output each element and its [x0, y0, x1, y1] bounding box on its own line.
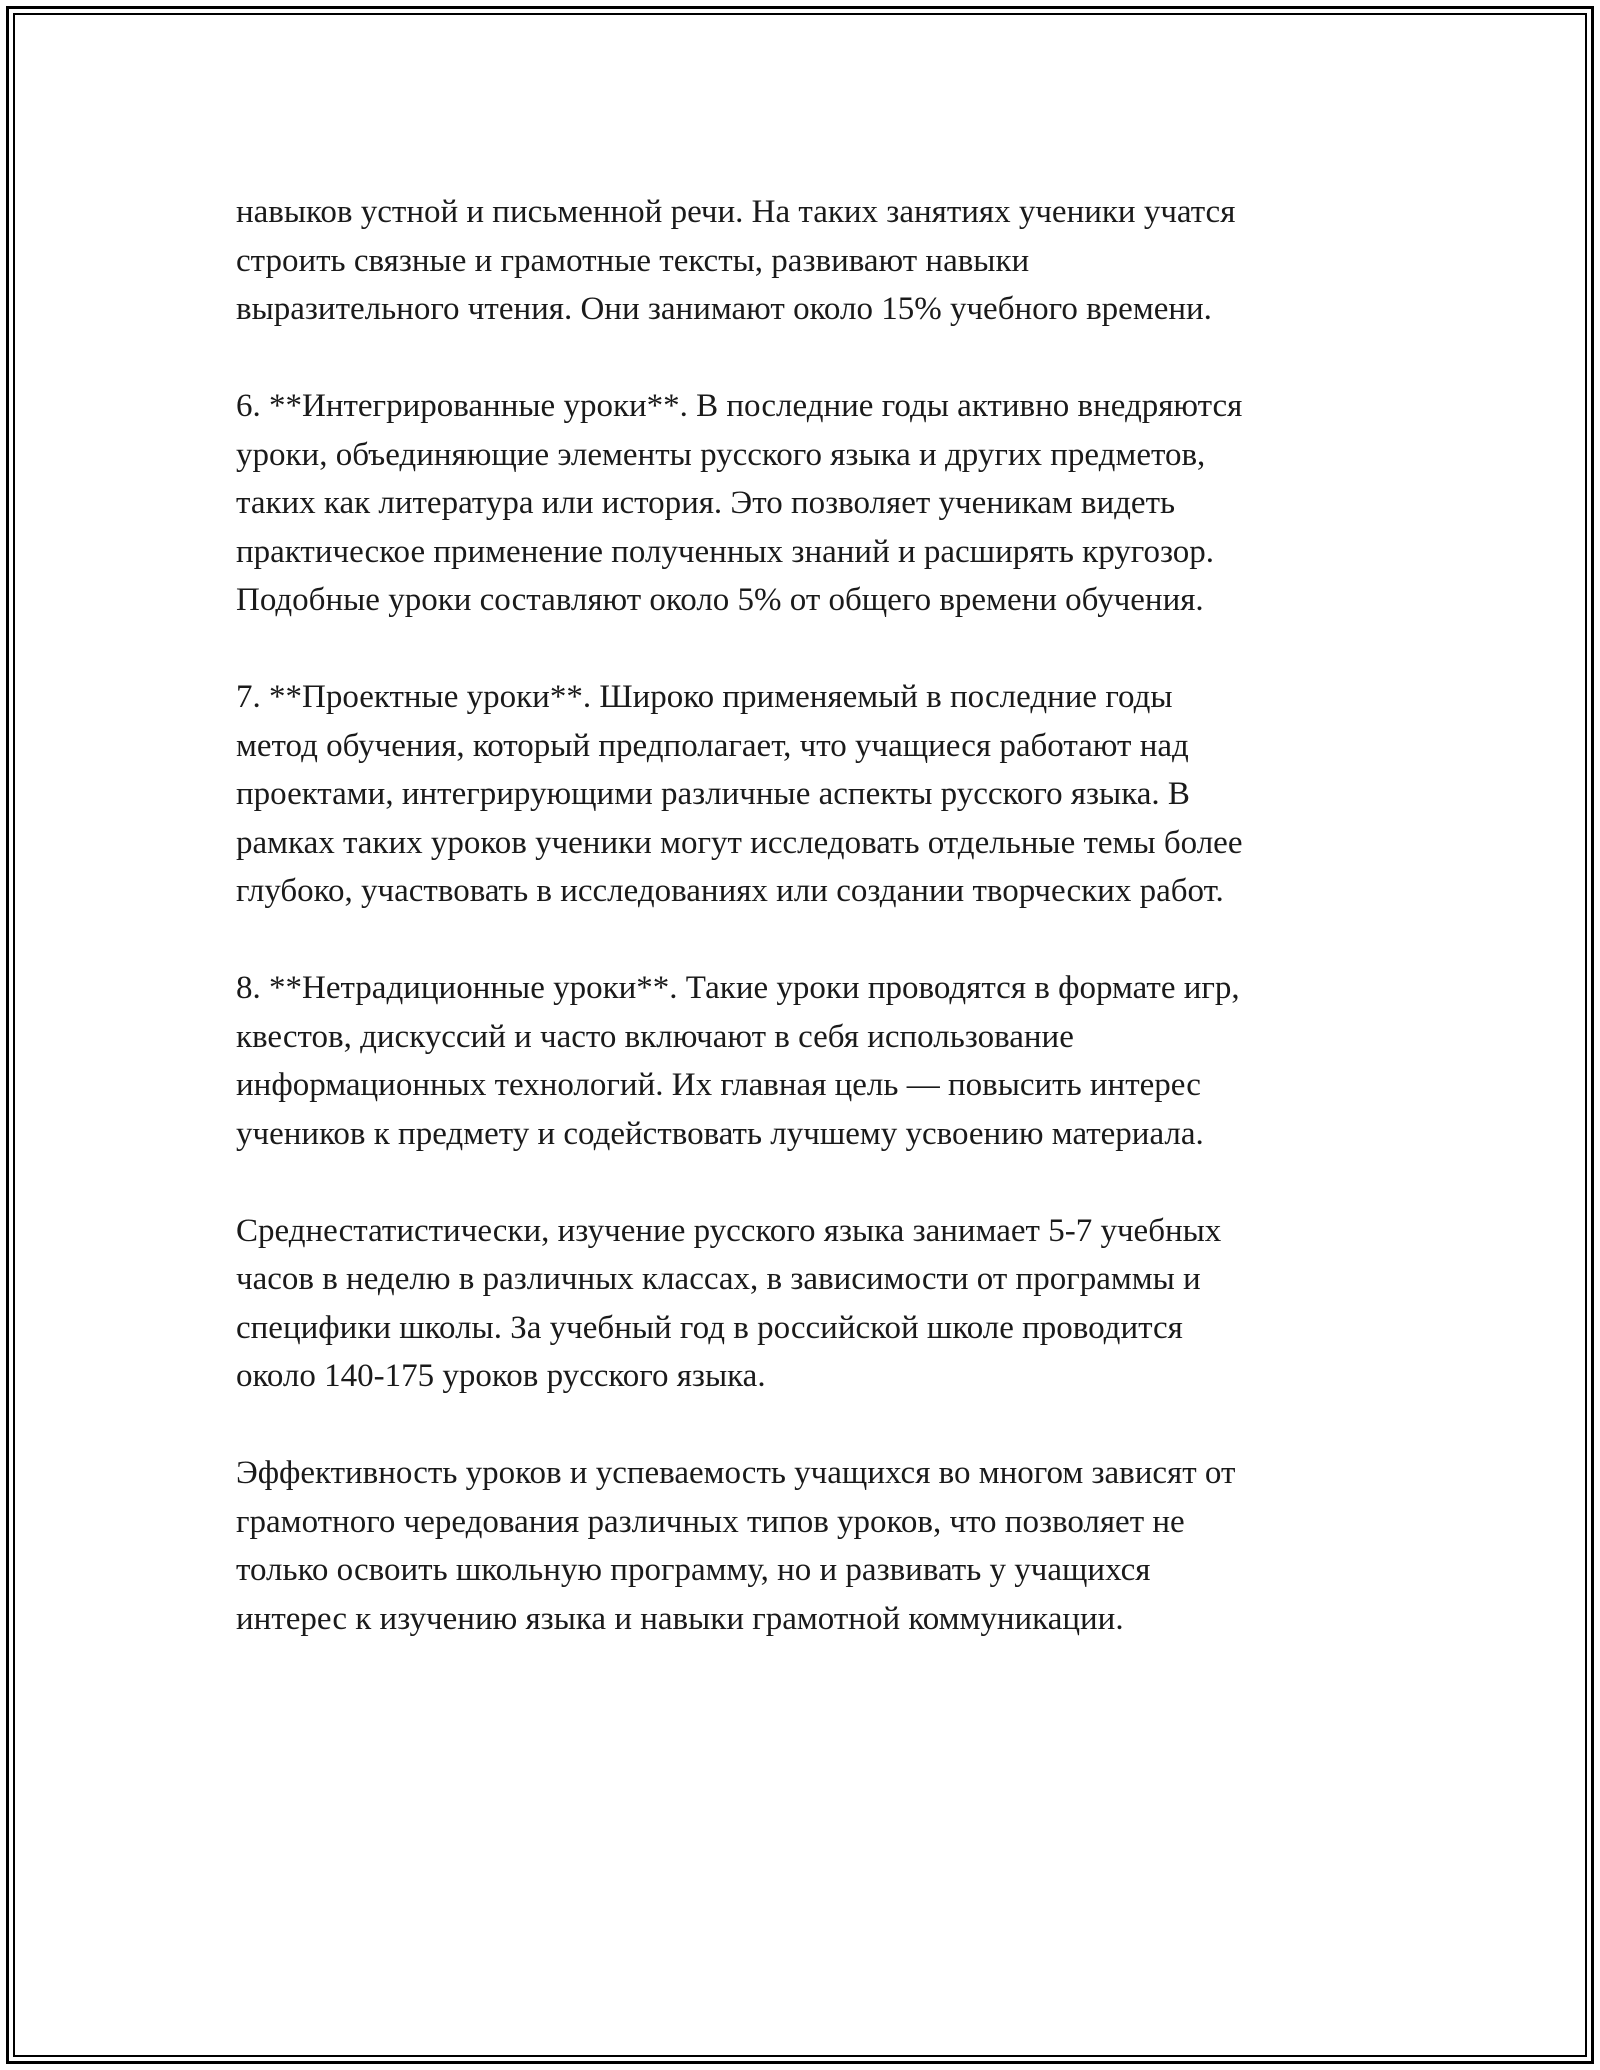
paragraph-statistics: Среднестатистически, изучение русского языка занимает 5-7 учебных часов в неделю в различных классах, в зависимости от программы и специфики школы. За учебный год в российской школе проводится около 140-175 уроков русского языка.	[236, 1212, 1222, 1394]
paragraph-nontraditional-lessons: 8. **Нетрадиционные уроки**. Такие уроки проводятся в формате игр, квестов, дискуссий и часто включают в себя использование информационных технологий. Их главная цель — повысить интерес учеников к предмету и содействовать лучшему усвоению материала.	[236, 970, 1240, 1152]
document-body	[236, 188, 1376, 1692]
paragraph-integrated-lessons: 6. **Интегрированные уроки**. В последние годы активно внедряются уроки, объединяющие элементы русского языка и других предметов, таких как литература или история. Это позволяет ученикам видеть практическое применение полученных знаний и расширять кругозор. Подобные уроки составляют около 5% от общего времени обучения.	[236, 388, 1243, 618]
paragraph-project-lessons: 7. **Проектные уроки**. Широко применяемый в последние годы метод обучения, который предполагает, что учащиеся работают над проектами, интегрирующими различные аспекты русского языка. В рамках таких уроков ученики могут исследовать отдельные темы более глубоко, участвовать в исследованиях или создании творческих работ.	[236, 679, 1243, 909]
paragraph-conclusion: Эффективность уроков и успеваемость учащихся во многом зависят от грамотного чередования различных типов уроков, что позволяет не только освоить школьную программу, но и развивать у учащихся интерес к изучению языка и навыки грамотной коммуникации.	[236, 1455, 1236, 1637]
paragraph-speech-lessons: навыков устной и письменной речи. На таких занятиях ученики учатся строить связные и грамотные тексты, развивают навыки выразительного чтения. Они занимают около 15% учебного времени.	[236, 194, 1236, 327]
